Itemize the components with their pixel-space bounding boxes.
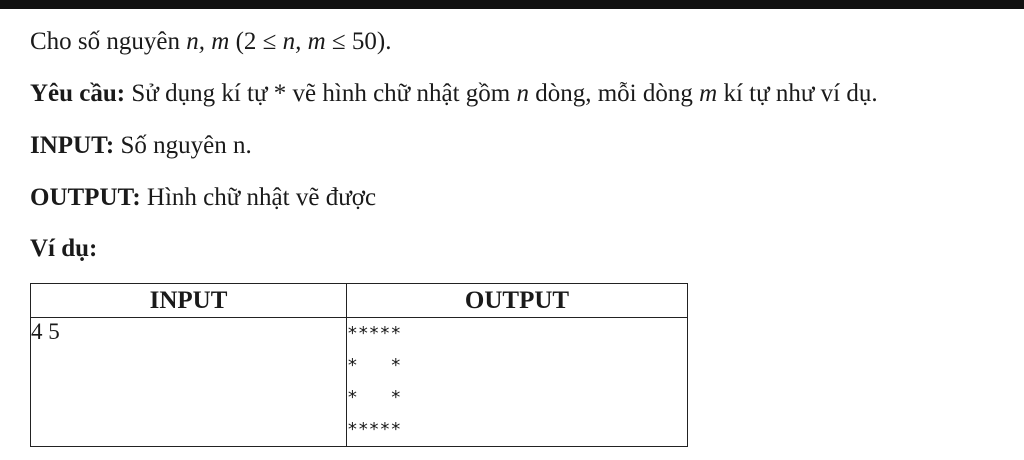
input-spec-label: INPUT: [30,132,115,159]
math-variables: n, m [186,28,230,55]
requirement-line [30,79,878,109]
requirement-text-3: kí tự như ví dụ. [717,80,878,107]
top-border-bar [0,0,1024,9]
example-input-cell: 4 5 [31,318,347,447]
math-m: m [699,80,718,107]
requirement-label: Yêu cầu: [30,80,126,107]
example-label: Ví dụ: [30,235,98,262]
output-row-1: ***** [347,323,402,344]
example-heading [30,234,97,264]
input-spec-text: Số nguyên n. [114,132,252,159]
requirement-text: Sử dụng kí tự * vẽ hình chữ nhật gồm [125,80,517,107]
input-column-header: INPUT [31,284,347,318]
example-output-cell [347,318,688,447]
output-row-4: ***** [347,419,402,440]
constraint-end: ≤ 50). [325,28,392,55]
output-spec-label: OUTPUT: [30,184,141,211]
output-spec-line [30,183,376,213]
requirement-text-2: dòng, mỗi dòng [528,80,700,107]
table-row [31,318,688,447]
math-n: n [516,80,529,107]
output-row-2: * * [347,355,402,376]
input-spec-line [30,131,252,161]
output-column-header: OUTPUT [347,284,688,318]
output-row-3: * * [347,387,402,408]
output-spec-text: Hình chữ nhật vẽ được [140,184,377,211]
problem-statement-line [30,27,391,57]
constraint-text: (2 ≤ [229,28,283,55]
example-table [30,283,688,447]
statement-text: Cho số nguyên [30,28,187,55]
table-header-row [31,284,688,318]
math-variables-constraint: n, m [282,28,326,55]
